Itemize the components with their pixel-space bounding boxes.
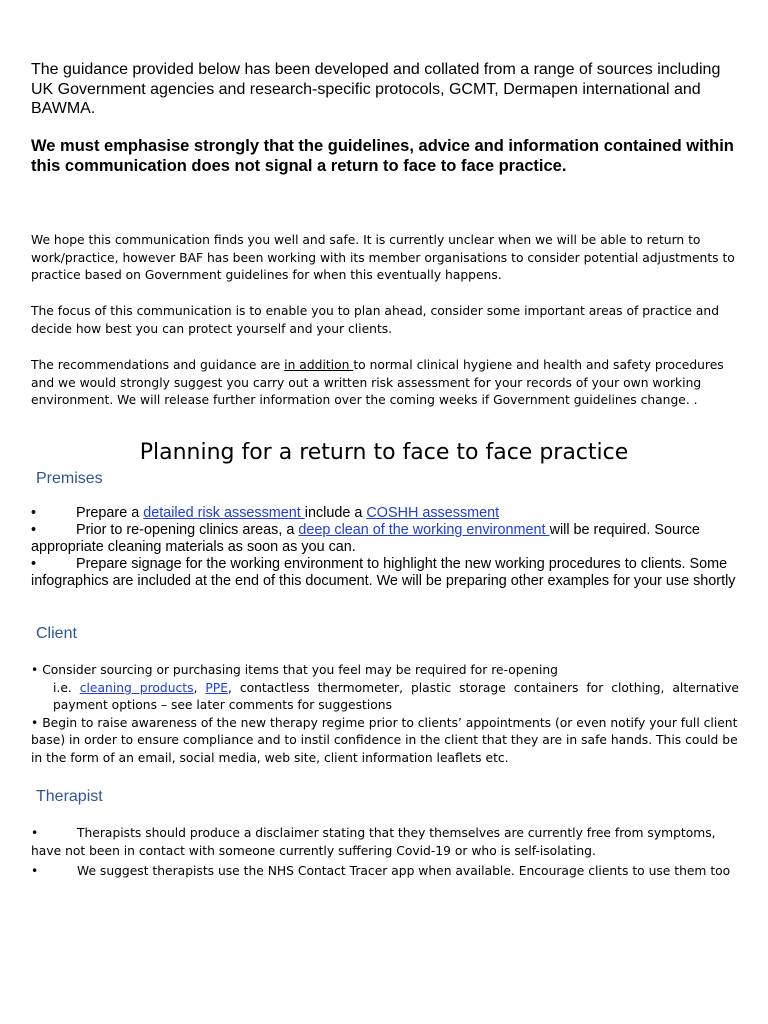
intro-paragraph: The guidance provided below has been developed and collated from a range of sources including UK Government agencies and research-specific protocols, GCMT, Dermapen international and BAWMA. (31, 61, 721, 117)
risk-assessment-link[interactable]: detailed risk assessment (143, 505, 305, 521)
client-item-1-text: Consider sourcing or purchasing items that you feel may be required for re-opening (42, 663, 558, 677)
client-item-1-examples (31, 680, 739, 715)
premises-item-2 (31, 522, 743, 556)
client-heading: Client (36, 625, 77, 642)
bullet-icon: • (31, 826, 39, 840)
p3-text-start: The recommendations and guidance are (31, 358, 285, 372)
bullet-icon: • (31, 522, 37, 538)
cleaning-products-link[interactable]: cleaning products (79, 680, 194, 695)
therapist-list (31, 824, 731, 880)
comma-text: , (193, 680, 206, 695)
ppe-link[interactable]: PPE (205, 680, 228, 695)
bullet-icon: • (31, 864, 39, 878)
client-examples-rest: , contactless thermometer, plastic storage containers for clothing, alternative payment options – see later comments for suggestions (53, 680, 739, 713)
premises-item-1 (31, 505, 743, 522)
premises-item-1-middle: include a (304, 505, 367, 521)
bullet-icon: • (31, 715, 39, 730)
therapist-heading: Therapist (36, 788, 103, 805)
p3-text-end: to normal clinical hygiene and health and safety procedures and we would strongly suggest you carry out a written risk assessment for your records of your own working environment. We will release further information over the coming weeks if Government guidelines change. . (31, 358, 724, 408)
client-list (31, 662, 739, 768)
emphasis-paragraph: We must emphasise strongly that the guidelines, advice and information contained within this communication does not signal a return to face to face practice. (31, 137, 734, 175)
premises-item-1-text: Prepare a (76, 505, 144, 521)
p3-underlined-text: in addition (284, 358, 354, 372)
therapist-item-2 (31, 862, 731, 880)
ie-prefix: i.e. (53, 680, 80, 695)
client-item-1 (31, 662, 739, 680)
main-title: Planning for a return to face to face practice (139, 440, 629, 465)
body-paragraph-2: The focus of this communication is to enable you to plan ahead, consider some important areas of practice and decide how best you can protect yourself and your clients. (31, 304, 720, 336)
coshh-assessment-link[interactable]: COSHH assessment (366, 505, 500, 521)
deep-clean-link[interactable]: deep clean of the working environment (298, 522, 550, 538)
client-item-2 (31, 715, 739, 768)
client-item-2-text: Begin to raise awareness of the new therapy regime prior to clients’ appointments (or even notify your full client base) in order to ensure compliance and to instil confidence in the client that they are in safe hands. This could be in the form of an email, social media, web site, client information leaflets etc. (31, 715, 738, 765)
premises-item-2-text: Prior to re-opening clinics areas, a (76, 522, 299, 538)
body-paragraph-3 (31, 357, 743, 410)
premises-item-3 (31, 556, 743, 590)
therapist-item-1 (31, 824, 731, 860)
bullet-icon: • (31, 556, 37, 572)
bullet-icon: • (31, 663, 39, 677)
therapist-item-1-text: Therapists should produce a disclaimer stating that they themselves are currently free from symptoms, have not been in contact with someone currently suffering Covid-19 or who is self-isolating. (31, 826, 716, 858)
therapist-item-2-text: We suggest therapists use the NHS Contact Tracer app when available. Encourage clients to use them too (77, 864, 731, 878)
body-paragraph-1: We hope this communication finds you well and safe. It is currently unclear when we will be able to return to work/practice, however BAF has been working with its member organisations to consider potential adjustments to practice based on Government guidelines for when this eventually happens. (31, 233, 735, 283)
premises-item-2-end: will be required. Source appropriate cleaning materials as soon as you can. (31, 522, 700, 555)
premises-list (31, 505, 743, 590)
bullet-icon: • (31, 505, 37, 521)
premises-heading: Premises (36, 470, 103, 487)
premises-item-3-text: Prepare signage for the working environment to highlight the new working procedures to clients. Some infographics are included at the end of this document. We will be preparing other examples for your use shortly (31, 556, 736, 589)
